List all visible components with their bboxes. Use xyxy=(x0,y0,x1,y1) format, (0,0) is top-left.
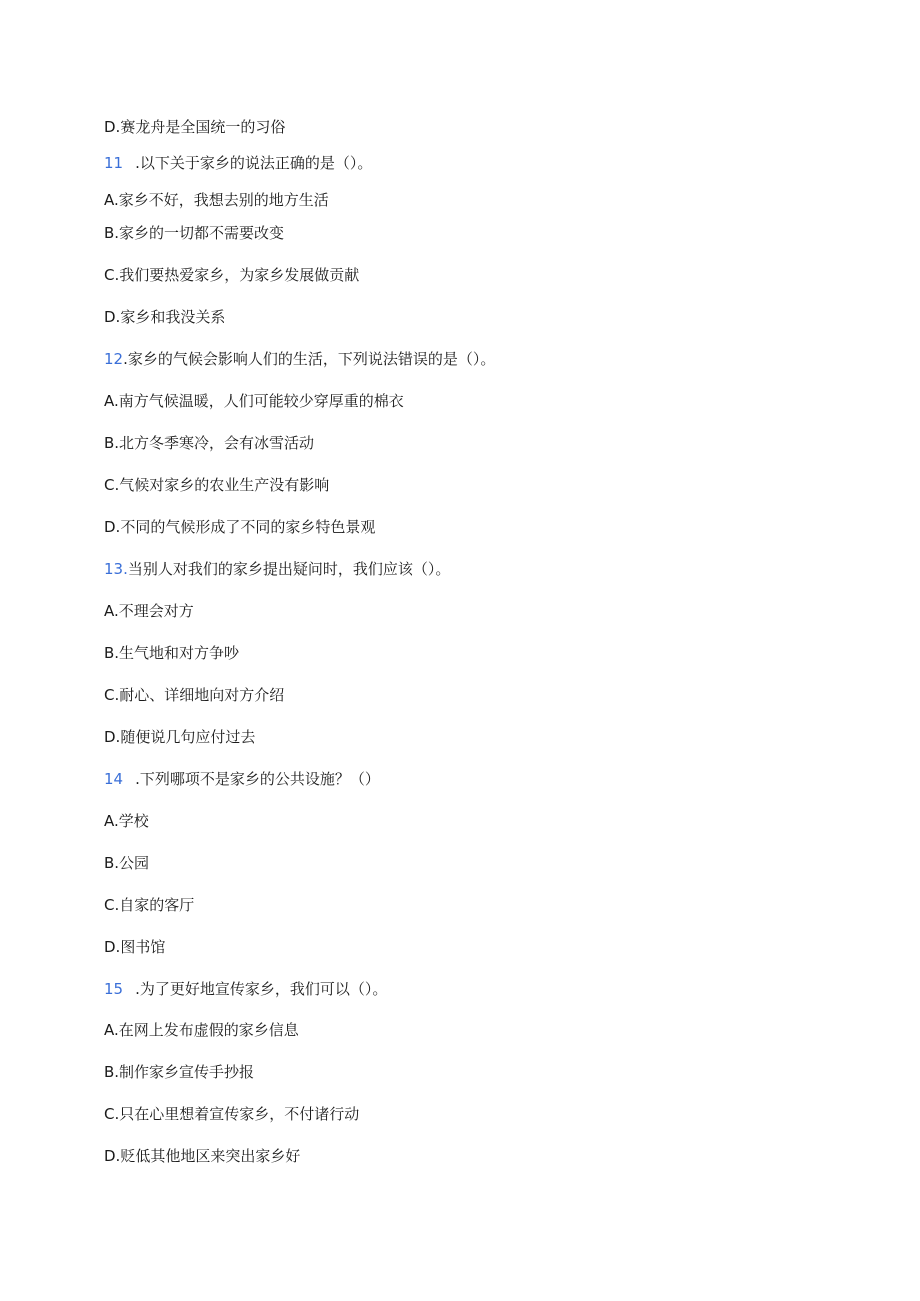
option-line: A.学校 xyxy=(104,812,149,830)
question-line xyxy=(104,979,387,999)
option-line: D.图书馆 xyxy=(104,938,166,956)
option-line: C.耐心、详细地向对方介绍 xyxy=(104,686,285,704)
option-line: C.我们要热爱家乡，为家乡发展做贡献 xyxy=(104,266,360,284)
option-line: C.只在心里想着宣传家乡，不付诸行动 xyxy=(104,1105,360,1123)
option-line: B.制作家乡宣传手抄报 xyxy=(104,1063,255,1081)
question-text: .家乡的气候会影响人们的生活，下列说法错误的是（）。 xyxy=(123,350,496,368)
option-line: A.不理会对方 xyxy=(104,602,194,620)
option-line: B.家乡的一切都不需要改变 xyxy=(104,224,285,242)
question-text: .为了更好地宣传家乡，我们可以（）。 xyxy=(135,980,388,998)
option-line: A.在网上发布虚假的家乡信息 xyxy=(104,1021,299,1039)
option-line: A.南方气候温暖，人们可能较少穿厚重的棉衣 xyxy=(104,392,404,410)
option-line: C.自家的客厅 xyxy=(104,896,195,914)
question-line xyxy=(104,769,380,789)
question-text: .下列哪项不是家乡的公共设施？（） xyxy=(135,770,380,788)
question-line xyxy=(104,349,495,369)
question-number: 11 xyxy=(104,154,124,172)
question-number: 12 xyxy=(104,350,124,368)
option-line: D.贬低其他地区来突出家乡好 xyxy=(104,1147,301,1165)
question-text: 当别人对我们的家乡提出疑问时，我们应该（）。 xyxy=(127,560,451,578)
option-line: D.家乡和我没关系 xyxy=(104,308,226,326)
option-line: D.随便说几句应付过去 xyxy=(104,728,256,746)
option-line: B.公园 xyxy=(104,854,150,872)
question-line xyxy=(104,559,450,579)
option-line: D.不同的气候形成了不同的家乡特色景观 xyxy=(104,518,376,536)
option-line: D.赛龙舟是全国统一的习俗 xyxy=(104,118,286,136)
option-line: B.生气地和对方争吵 xyxy=(104,644,240,662)
question-number: 15 xyxy=(104,980,124,998)
question-number: 14 xyxy=(104,770,124,788)
option-line: C.气候对家乡的农业生产没有影响 xyxy=(104,476,330,494)
question-number: 13. xyxy=(104,560,128,578)
question-line xyxy=(104,153,372,173)
option-line: B.北方冬季寒冷，会有冰雪活动 xyxy=(104,434,315,452)
question-text: .以下关于家乡的说法正确的是（）。 xyxy=(135,154,373,172)
option-line: A.家乡不好，我想去别的地方生活 xyxy=(104,191,329,209)
